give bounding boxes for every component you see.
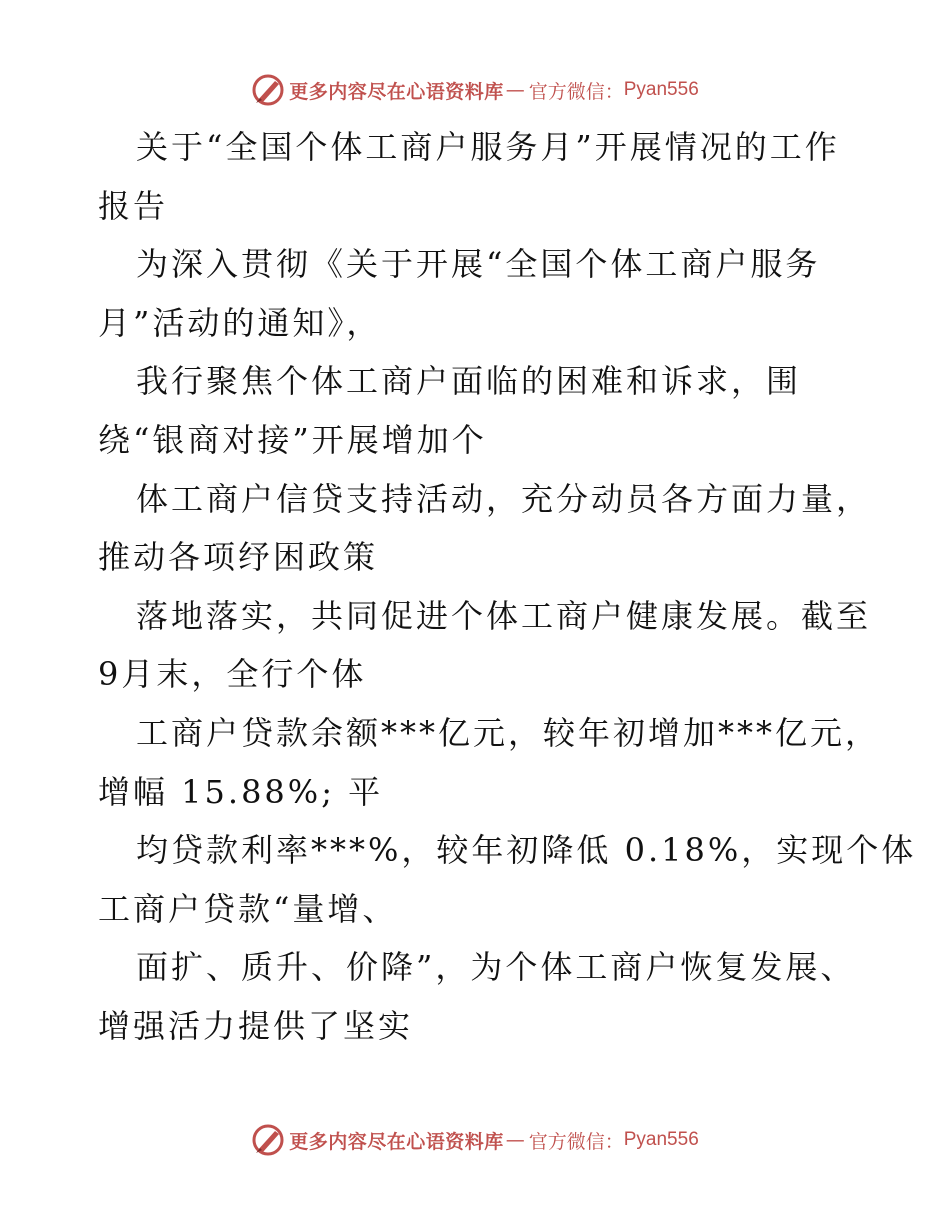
quill-pen-logo-icon xyxy=(251,73,285,107)
text-line: 9月末，全行个体 xyxy=(98,655,367,694)
text-line: 增幅 15.88%; 平 xyxy=(98,772,384,811)
text-line: 体工商户信贷支持活动，充分动员各方面力量， xyxy=(136,479,872,518)
banner-wechat-id: Pyan556 xyxy=(623,1129,699,1150)
header-banner xyxy=(0,70,950,110)
text-line: 增强活力提供了坚实 xyxy=(98,1006,414,1045)
text-line: 落地落实，共同促进个体工商户健康发展。截至 xyxy=(136,596,872,635)
document-body xyxy=(98,118,917,1056)
banner-brand-text: 更多内容尽在心语资料库 xyxy=(289,80,504,103)
text-line: 工商户贷款余额***亿元，较年初增加***亿元， xyxy=(136,713,881,752)
text-line: 我行聚焦个体工商户面临的困难和诉求，围 xyxy=(136,362,802,401)
banner-dash: — xyxy=(505,1129,525,1151)
text-line: 报告 xyxy=(98,186,169,225)
banner-wechat-label: 官方微信： xyxy=(528,80,624,103)
banner-wechat-id: Pyan556 xyxy=(623,79,699,100)
text-line: 为深入贯彻《关于开展“全国个体工商户服务 xyxy=(136,245,821,284)
text-line: 关于“全国个体工商户服务月”开展情况的工作 xyxy=(136,128,840,166)
banner-brand-text: 更多内容尽在心语资料库 xyxy=(289,1130,504,1153)
text-line: 推动各项纾困政策 xyxy=(98,538,379,577)
quill-pen-logo-icon xyxy=(251,1123,285,1157)
banner-wechat-label: 官方微信： xyxy=(528,1130,624,1153)
text-line: 绕“银商对接”开展增加个 xyxy=(98,420,487,459)
banner-dash: — xyxy=(505,79,525,101)
footer-banner xyxy=(0,1120,950,1160)
text-line: 面扩、质升、价降”，为个体工商户恢复发展、 xyxy=(136,948,856,987)
text-line: 均贷款利率***%，较年初降低 0.18%，实现个体 xyxy=(136,831,917,870)
text-line: 工商户贷款“量增、 xyxy=(98,889,398,928)
text-line: 月”活动的通知》， xyxy=(98,303,382,342)
